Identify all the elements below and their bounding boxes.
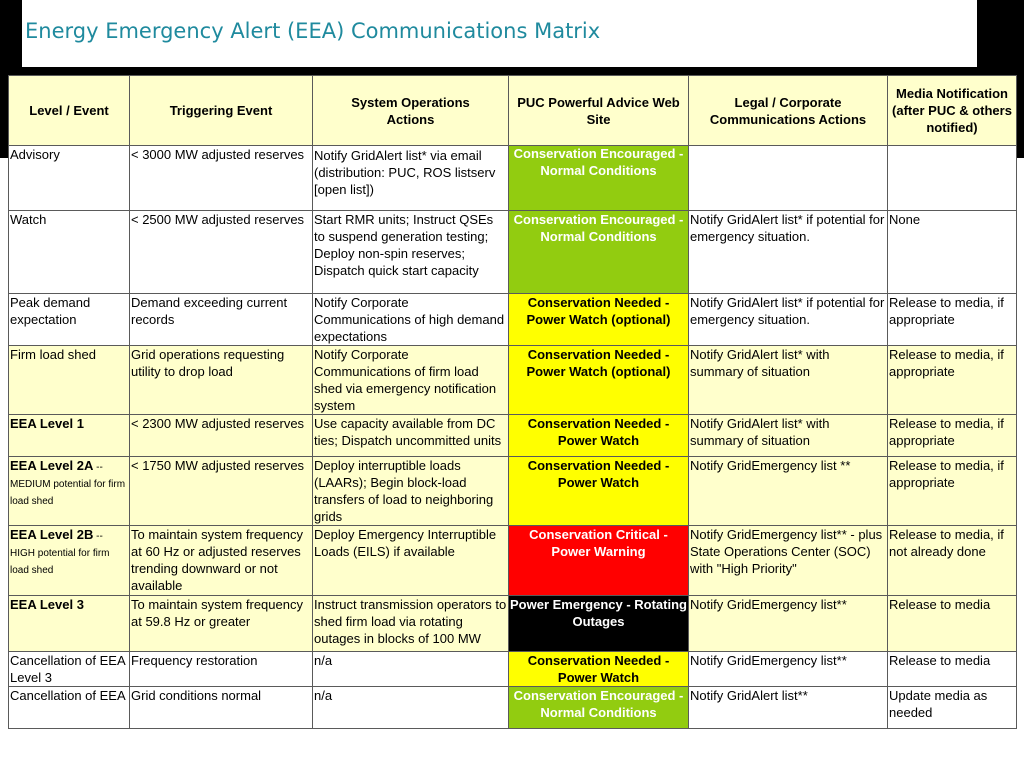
media-cell: Release to media, if appropriate bbox=[888, 346, 1017, 415]
header-media-notification: Media Notification (after PUC & others notified) bbox=[888, 76, 1017, 146]
level-cell bbox=[9, 415, 130, 457]
puc-status-cell: Conservation Encouraged - Normal Conditions bbox=[509, 145, 689, 211]
media-cell: None bbox=[888, 211, 1017, 294]
media-cell bbox=[888, 145, 1017, 211]
sys-ops-cell: Notify GridAlert list* via email (distribution: PUC, ROS listserv [open list]) bbox=[313, 145, 509, 211]
table-row bbox=[9, 526, 1017, 596]
puc-status-cell: Conservation Needed - Power Watch bbox=[509, 652, 689, 687]
media-cell: Update media as needed bbox=[888, 687, 1017, 729]
legal-cell: Notify GridAlert list* if potential for emergency situation. bbox=[689, 211, 888, 294]
puc-status-cell: Conservation Needed - Power Watch bbox=[509, 457, 689, 526]
level-label: EEA Level 2B bbox=[10, 527, 94, 542]
level-cell bbox=[9, 596, 130, 652]
level-label: EEA Level 3 bbox=[10, 597, 84, 612]
media-cell: Release to media, if appropriate bbox=[888, 294, 1017, 346]
puc-status-cell: Conservation Needed - Power Watch bbox=[509, 415, 689, 457]
table-row bbox=[9, 145, 1017, 211]
legal-cell: Notify GridAlert list** bbox=[689, 687, 888, 729]
legal-cell: Notify GridAlert list* if potential for emergency situation. bbox=[689, 294, 888, 346]
trigger-cell: To maintain system frequency at 60 Hz or adjusted reserves trending downward or not available bbox=[130, 526, 313, 596]
trigger-cell: Grid conditions normal bbox=[130, 687, 313, 729]
level-label: Firm load shed bbox=[10, 347, 96, 362]
level-cell bbox=[9, 652, 130, 687]
communications-matrix-table bbox=[8, 144, 1017, 729]
puc-status-cell: Conservation Encouraged - Normal Conditions bbox=[509, 687, 689, 729]
table-row bbox=[9, 687, 1017, 729]
level-label: Advisory bbox=[10, 147, 60, 162]
header-legal-corporate: Legal / Corporate Communications Actions bbox=[689, 76, 888, 146]
puc-status-cell: Power Emergency - Rotating Outages bbox=[509, 596, 689, 652]
level-label: Peak demand expectation bbox=[10, 295, 91, 327]
title-box bbox=[22, 0, 977, 67]
legal-cell: Notify GridEmergency list ** bbox=[689, 457, 888, 526]
media-cell: Release to media, if not already done bbox=[888, 526, 1017, 596]
level-label: Cancellation of EEA bbox=[10, 688, 126, 703]
sys-ops-cell: Deploy interruptible loads (LAARs); Begin block-load transfers of load to neighboring grids bbox=[313, 457, 509, 526]
level-cell bbox=[9, 211, 130, 294]
media-cell: Release to media bbox=[888, 652, 1017, 687]
level-cell bbox=[9, 526, 130, 596]
level-cell bbox=[9, 687, 130, 729]
puc-status-cell: Conservation Needed - Power Watch (optional) bbox=[509, 294, 689, 346]
puc-status-cell: Conservation Needed - Power Watch (optional) bbox=[509, 346, 689, 415]
table-row bbox=[9, 346, 1017, 415]
sys-ops-cell: Notify Corporate Communications of high demand expectations bbox=[313, 294, 509, 346]
legal-cell: Notify GridAlert list* with summary of situation bbox=[689, 346, 888, 415]
level-sublabel: -- HIGH potential for firm load shed bbox=[10, 531, 110, 576]
legal-cell bbox=[689, 145, 888, 211]
level-label: Watch bbox=[10, 212, 47, 227]
sys-ops-cell: Start RMR units; Instruct QSEs to suspend generation testing; Deploy non-spin reserves; Dispatch quick start capacity bbox=[313, 211, 509, 294]
trigger-cell: To maintain system frequency at 59.8 Hz or greater bbox=[130, 596, 313, 652]
trigger-cell: Demand exceeding current records bbox=[130, 294, 313, 346]
level-cell bbox=[9, 294, 130, 346]
sys-ops-cell: Deploy Emergency Interruptible Loads (EILS) if available bbox=[313, 526, 509, 596]
media-cell: Release to media, if appropriate bbox=[888, 457, 1017, 526]
trigger-cell: Frequency restoration bbox=[130, 652, 313, 687]
level-label: EEA Level 1 bbox=[10, 416, 84, 431]
level-label: EEA Level 2A bbox=[10, 458, 94, 473]
level-cell bbox=[9, 457, 130, 526]
header-level-event: Level / Event bbox=[9, 76, 130, 146]
trigger-cell: < 1750 MW adjusted reserves bbox=[130, 457, 313, 526]
sys-ops-cell: n/a bbox=[313, 652, 509, 687]
header-triggering-event: Triggering Event bbox=[130, 76, 313, 146]
sys-ops-cell: Notify Corporate Communications of firm load shed via emergency notification system bbox=[313, 346, 509, 415]
level-cell bbox=[9, 145, 130, 211]
legal-cell: Notify GridEmergency list** bbox=[689, 652, 888, 687]
puc-status-cell: Conservation Critical - Power Warning bbox=[509, 526, 689, 596]
trigger-cell: < 2500 MW adjusted reserves bbox=[130, 211, 313, 294]
media-cell: Release to media, if appropriate bbox=[888, 415, 1017, 457]
sys-ops-cell: Instruct transmission operators to shed firm load via rotating outages in blocks of 100 MW bbox=[313, 596, 509, 652]
sys-ops-cell: n/a bbox=[313, 687, 509, 729]
legal-cell: Notify GridEmergency list** bbox=[689, 596, 888, 652]
media-cell: Release to media bbox=[888, 596, 1017, 652]
level-sublabel: -- MEDIUM potential for firm load shed bbox=[10, 462, 126, 507]
legal-cell: Notify GridAlert list* with summary of situation bbox=[689, 415, 888, 457]
level-label: Cancellation of EEA Level 3 bbox=[10, 653, 125, 685]
trigger-cell: < 2300 MW adjusted reserves bbox=[130, 415, 313, 457]
header-puc-web-site: PUC Powerful Advice Web Site bbox=[509, 76, 689, 146]
level-cell bbox=[9, 346, 130, 415]
table-row bbox=[9, 294, 1017, 346]
puc-status-cell: Conservation Encouraged - Normal Conditions bbox=[509, 211, 689, 294]
matrix-header bbox=[8, 75, 1017, 146]
table-row bbox=[9, 596, 1017, 652]
header-row bbox=[9, 76, 1017, 146]
trigger-cell: Grid operations requesting utility to drop load bbox=[130, 346, 313, 415]
table-row bbox=[9, 211, 1017, 294]
table-row bbox=[9, 652, 1017, 687]
page-title: Energy Emergency Alert (EEA) Communications Matrix bbox=[25, 19, 601, 43]
trigger-cell: < 3000 MW adjusted reserves bbox=[130, 145, 313, 211]
header-system-operations: System Operations Actions bbox=[313, 76, 509, 146]
table-row bbox=[9, 457, 1017, 526]
sys-ops-cell: Use capacity available from DC ties; Dispatch uncommitted units bbox=[313, 415, 509, 457]
table-row bbox=[9, 415, 1017, 457]
legal-cell: Notify GridEmergency list** - plus State Operations Center (SOC) with "High Priority" bbox=[689, 526, 888, 596]
